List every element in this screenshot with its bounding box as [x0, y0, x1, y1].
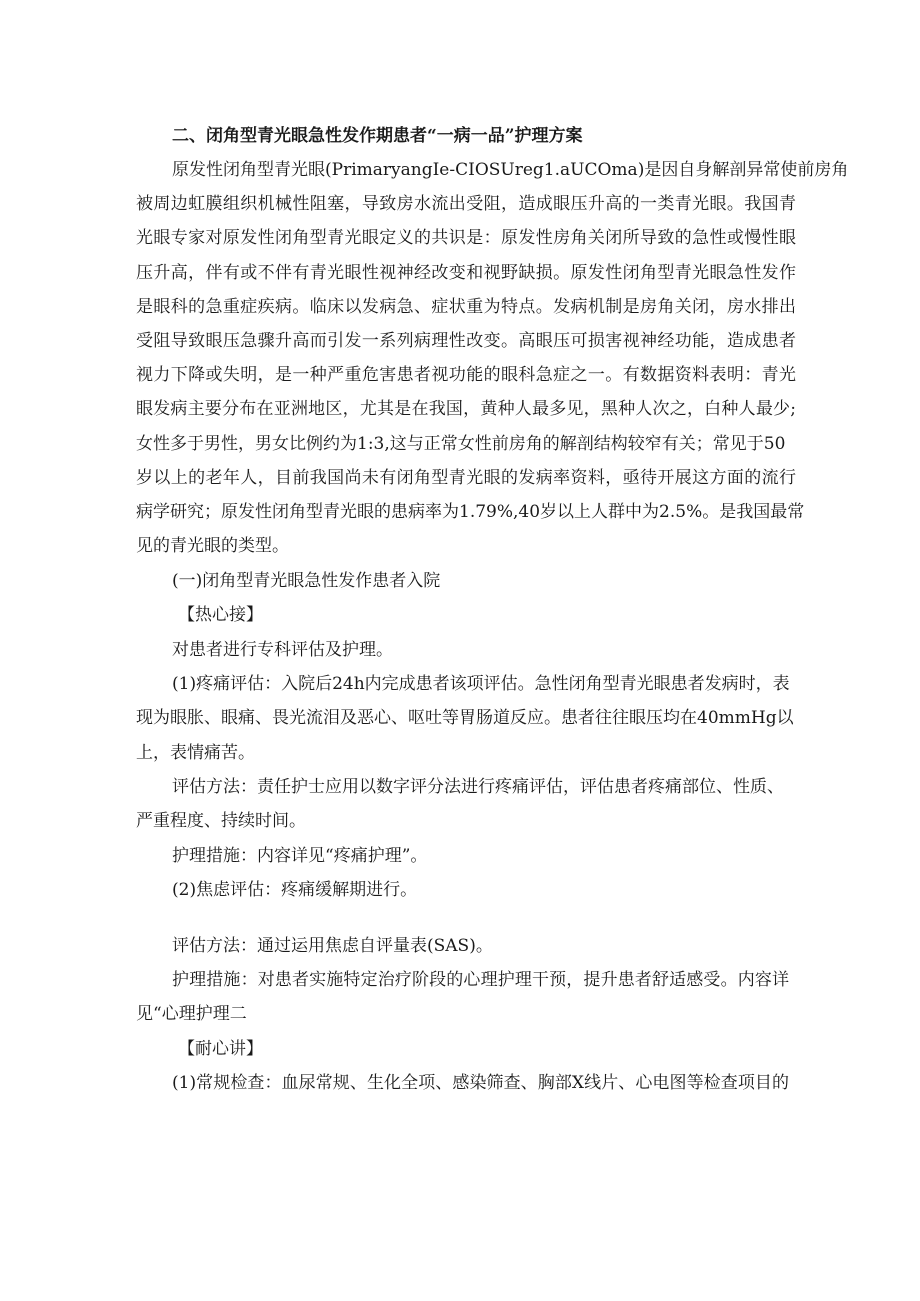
intro-line-12: 见的青光眼的类型。	[136, 536, 289, 556]
intro-line-8: 眼发病主要分布在亚洲地区，尤其是在我国，黄种人最多见，黑种人次之，白种人最少;	[136, 399, 796, 419]
anxiety-method: 评估方法：通过运用焦虑自评量表(SAS)。	[172, 936, 493, 956]
subsection-title: (一)闭角型青光眼急性发作患者入院	[172, 571, 441, 591]
intro-line-4: 压升高，伴有或不伴有青光眼性视神经改变和视野缺损。原发性闭角型青光眼急性发作	[136, 263, 796, 283]
intro-line-9: 女性多于男性，男女比例约为1:3,这与正常女性前房角的解剖结构较窄有关；常见于50	[136, 434, 786, 454]
pain-measure: 护理措施：内容详见“疼痛护理”。	[172, 846, 428, 866]
anxiety-assessment: (2)焦虑评估：疼痛缓解期进行。	[172, 880, 418, 900]
intro-line-3: 光眼专家对原发性闭角型青光眼定义的共识是：原发性房角关闭所导致的急性或慢性眼	[136, 228, 796, 248]
routine-exam-line: (1)常规检查：血尿常规、生化全项、感染筛查、胸部X线片、心电图等检查项目的	[172, 1073, 789, 1093]
method-line-2: 严重程度、持续时间。	[136, 811, 306, 831]
pain-line-3: 上，表情痛苦。	[136, 743, 255, 763]
intro-line-11: 病学研究；原发性闭角型青光眼的患病率为1.79%,40岁以上人群中为2.5%。是我国最常	[136, 502, 805, 522]
assessment-paragraph: 对患者进行专科评估及护理。	[172, 640, 393, 660]
intro-line-6: 受阻导致眼压急骤升高而引发一系列病理性改变。高眼压可损害视神经功能，造成患者	[136, 331, 796, 351]
anxiety-measure-line-1: 护理措施：对患者实施特定治疗阶段的心理护理干预，提升患者舒适感受。内容详	[172, 970, 789, 990]
intro-line-2: 被周边虹膜组织机械性阻塞，导致房水流出受阻，造成眼压升高的一类青光眼。我国青	[136, 194, 796, 214]
intro-line-10: 岁以上的老年人，目前我国尚未有闭角型青光眼的发病率资料，亟待开展这方面的流行	[136, 468, 796, 488]
anxiety-measure-line-2: 见“心理护理二	[136, 1004, 247, 1024]
intro-line-5: 是眼科的急重症疾病。临床以发病急、症状重为特点。发病机制是房角关闭，房水排出	[136, 297, 796, 317]
method-line-1: 评估方法：责任护士应用以数字评分法进行疼痛评估，评估患者疼痛部位、性质、	[172, 777, 784, 797]
pain-line-1: (1)疼痛评估：入院后24h内完成患者该项评估。急性闭角型青光眼患者发病时，表	[172, 674, 790, 694]
section-heading: 二、闭角型青光眼急性发作期患者“一病一品”护理方案	[172, 126, 583, 146]
intro-line-7: 视力下降或失明，是一种严重危害患者视功能的眼科急症之一。有数据资料表明：青光	[136, 365, 796, 385]
bracket-heading-warm-reception: 【热心接】	[178, 605, 263, 625]
intro-line-1: 原发性闭角型青光眼(PrimaryangIe-CIOSUreg1.aUCOma)是因自身解剖异常使前房角	[172, 160, 849, 180]
bracket-heading-patient-explain: 【耐心讲】	[178, 1039, 263, 1059]
pain-line-2: 现为眼胀、眼痛、畏光流泪及恶心、呕吐等胃肠道反应。患者往往眼压均在40mmHg以	[136, 708, 794, 728]
